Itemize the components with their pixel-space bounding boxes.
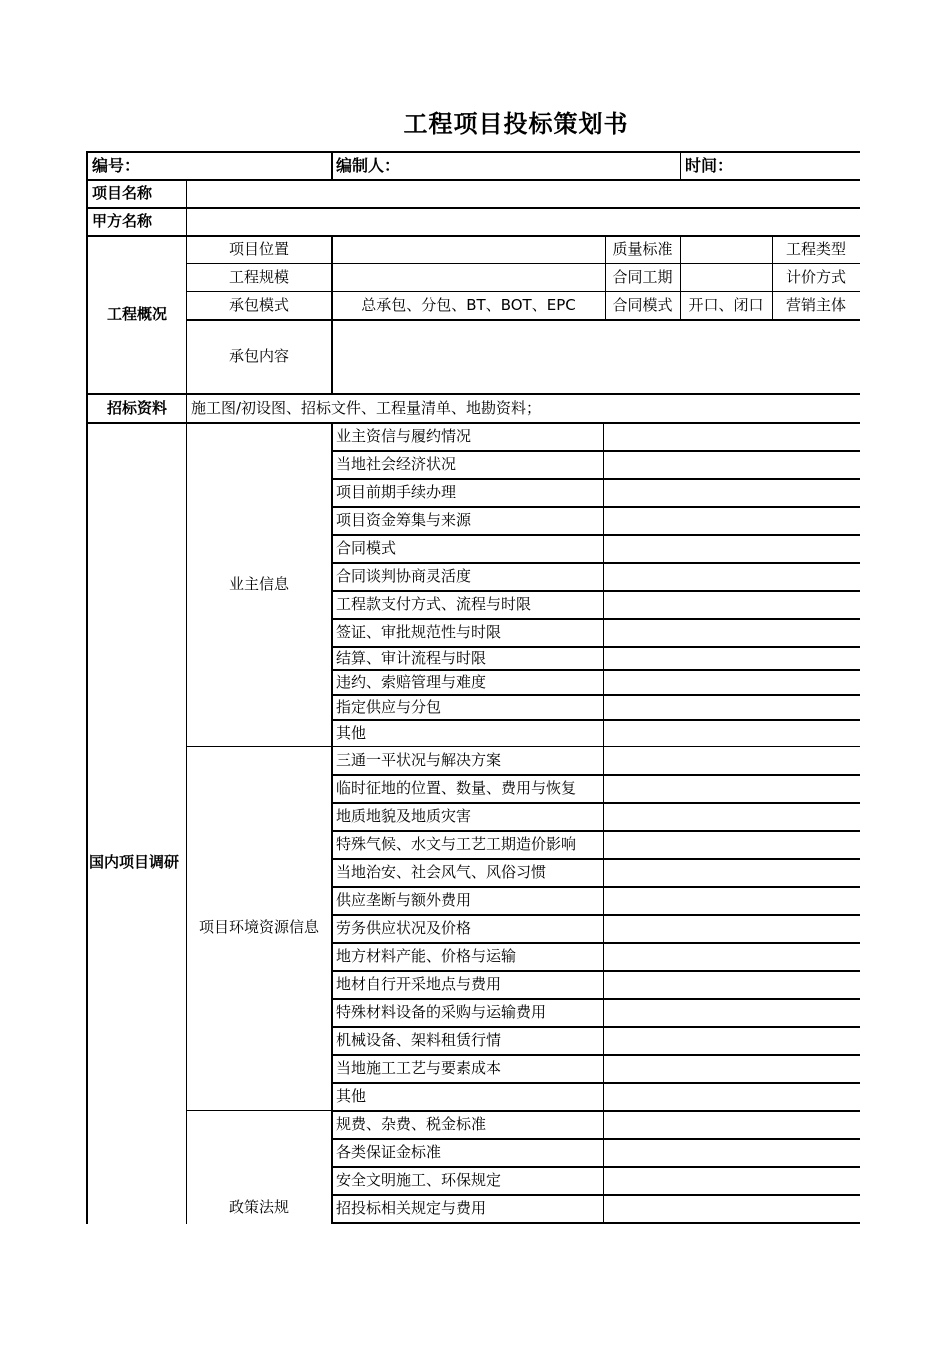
- grid-hline: [331, 1026, 860, 1028]
- grid-hline: [331, 694, 860, 696]
- grid-hline: [331, 1166, 860, 1168]
- grid-hline: [331, 886, 860, 888]
- grid-hline: [86, 179, 860, 181]
- research-item: 其他: [336, 723, 367, 742]
- grid-vline: [605, 235, 606, 320]
- grid-hline: [331, 1222, 860, 1224]
- research-item: 特殊材料设备的采购与运输费用: [336, 1003, 547, 1021]
- research-item: 违约、索赔管理与难度: [336, 672, 487, 691]
- research-item: 业主资信与履约情况: [336, 427, 472, 445]
- research-item: 临时征地的位置、数量、费用与恢复: [336, 779, 577, 797]
- research-item: 劳务供应状况及价格: [336, 919, 472, 937]
- research-item: 指定供应与分包: [336, 697, 442, 716]
- research-item: 当地施工工艺与要素成本: [336, 1059, 502, 1077]
- research-item: 地材自行开采地点与费用: [336, 975, 502, 993]
- research-item: 三通一平状况与解决方案: [336, 751, 502, 769]
- contract-mode-label: 承包模式: [228, 296, 289, 314]
- research-item: 结算、审计流程与时限: [336, 648, 487, 667]
- grid-vline: [186, 179, 187, 1224]
- group-owner-info: 业主信息: [228, 574, 289, 593]
- grid-vline: [603, 422, 604, 1224]
- grid-hline: [331, 970, 860, 972]
- research-item: 各类保证金标准: [336, 1143, 442, 1161]
- grid-hline: [331, 1138, 860, 1140]
- grid-hline: [331, 998, 860, 1000]
- research-item: 当地社会经济状况: [336, 455, 457, 473]
- group-environment-info: 项目环境资源信息: [198, 918, 319, 936]
- grid-hline: [331, 478, 860, 480]
- grid-hline: [331, 942, 860, 944]
- grid-hline: [186, 319, 860, 321]
- grid-hline: [331, 830, 860, 832]
- research-section-label: 国内项目调研: [89, 852, 180, 871]
- research-item: 规费、杂费、税金标准: [336, 1115, 487, 1133]
- location-label: 项目位置: [228, 240, 289, 258]
- grid-hline: [186, 1110, 860, 1111]
- grid-vline: [86, 151, 88, 1224]
- grid-hline: [331, 1054, 860, 1056]
- grid-hline: [331, 562, 860, 564]
- grid-hline: [331, 802, 860, 804]
- page-title: 工程项目投标策划书: [403, 110, 629, 138]
- grid-hline: [331, 534, 860, 536]
- grid-vline: [680, 151, 681, 180]
- research-item: 招投标相关规定与费用: [336, 1199, 487, 1217]
- grid-hline: [331, 1082, 860, 1084]
- overview-section-label: 工程概况: [106, 305, 167, 323]
- research-item: 安全文明施工、环保规定: [336, 1171, 502, 1189]
- contract-content-label: 承包内容: [228, 346, 289, 365]
- number-label: 编号：: [92, 155, 141, 175]
- research-item: 项目资金筹集与来源: [336, 511, 472, 529]
- contract-model-value: 开口、闭口: [688, 296, 764, 314]
- grid-hline: [186, 746, 860, 747]
- tender-docs-label: 招标资料: [106, 398, 167, 417]
- research-item: 地方材料产能、价格与运输: [336, 947, 517, 965]
- grid-hline: [86, 151, 860, 153]
- contract-mode-value: 总承包、分包、BT、BOT、EPC: [361, 296, 576, 314]
- scale-label: 工程规模: [228, 268, 289, 286]
- research-item: 机械设备、架料租赁行情: [336, 1031, 502, 1049]
- time-label: 时间：: [685, 155, 734, 175]
- project-name-label: 项目名称: [92, 184, 153, 202]
- grid-hline: [86, 422, 860, 424]
- grid-hline: [331, 858, 860, 860]
- research-item: 合同谈判协商灵活度: [336, 567, 472, 585]
- research-item: 合同模式: [336, 539, 397, 557]
- grid-hline: [86, 393, 860, 395]
- grid-hline: [331, 450, 860, 452]
- grid-hline: [331, 719, 860, 721]
- research-item: 工程款支付方式、流程与时限: [336, 595, 532, 613]
- quality-standard-label: 质量标准: [612, 240, 673, 258]
- research-item: 项目前期手续办理: [336, 483, 457, 501]
- grid-hline: [331, 590, 860, 592]
- grid-vline: [331, 235, 333, 394]
- research-item: 特殊气候、水文与工艺工期造价影响: [336, 835, 577, 853]
- grid-vline: [331, 151, 333, 180]
- grid-vline: [680, 235, 681, 320]
- grid-hline: [86, 207, 860, 209]
- grid-hline: [186, 263, 860, 264]
- client-name-label: 甲方名称: [92, 212, 153, 230]
- research-item: 其他: [336, 1087, 367, 1105]
- grid-hline: [331, 669, 860, 671]
- author-label: 编制人：: [336, 155, 401, 175]
- contract-period-label: 合同工期: [612, 268, 673, 286]
- research-item: 地质地貌及地质灾害: [336, 807, 472, 825]
- grid-hline: [331, 506, 860, 508]
- grid-vline: [331, 422, 333, 1224]
- tender-docs-value: 施工图/初设图、招标文件、工程量清单、地勘资料；: [191, 398, 542, 417]
- grid-hline: [331, 774, 860, 776]
- grid-hline: [86, 235, 860, 237]
- grid-vline: [772, 235, 773, 320]
- contract-model-label: 合同模式: [612, 296, 673, 314]
- research-item: 供应垄断与额外费用: [336, 891, 472, 909]
- group-policy: 政策法规: [228, 1197, 289, 1216]
- project-type-label: 工程类型: [785, 240, 846, 258]
- grid-hline: [331, 618, 860, 620]
- grid-hline: [331, 646, 860, 648]
- marketing-subject-label: 营销主体: [785, 296, 846, 314]
- research-item: 当地治安、社会风气、风俗习惯: [336, 863, 547, 881]
- grid-hline: [331, 914, 860, 916]
- research-item: 签证、审批规范性与时限: [336, 623, 502, 641]
- pricing-method-label: 计价方式: [785, 268, 846, 286]
- grid-hline: [331, 1194, 860, 1196]
- grid-hline: [186, 291, 860, 292]
